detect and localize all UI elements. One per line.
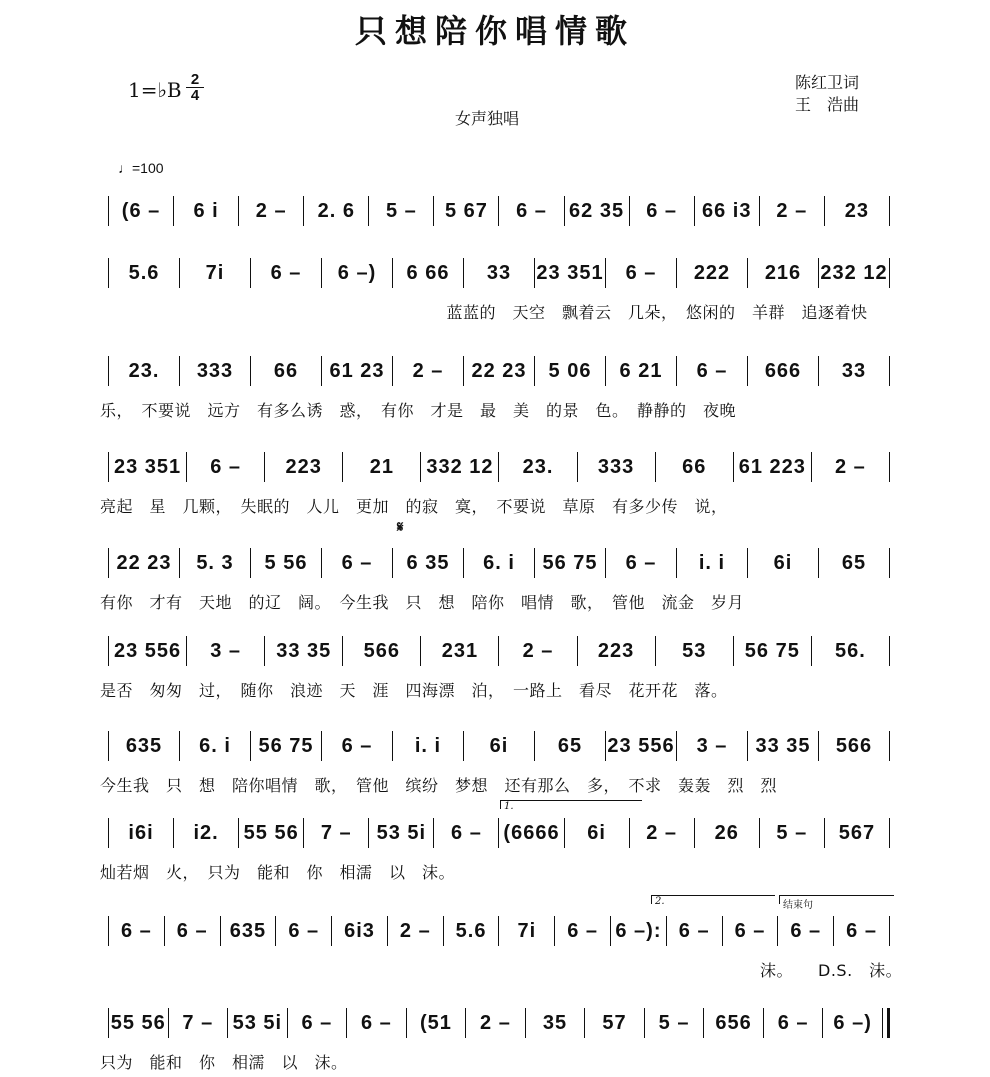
measure: 23. <box>128 359 160 382</box>
measure: 2 – <box>776 199 808 222</box>
notation-line <box>108 1010 890 1036</box>
measure: 223 <box>285 455 322 478</box>
measure: 6 – <box>270 261 302 284</box>
measure: 566 <box>835 734 873 757</box>
measure: 22 23 <box>471 359 527 382</box>
notation-line <box>108 260 890 286</box>
measure: 61 23 <box>329 359 385 382</box>
barline <box>889 258 890 288</box>
measure: 232 12 <box>820 261 888 284</box>
measure: 566 <box>363 639 401 662</box>
measure: 635 <box>229 919 267 942</box>
measure: 57 <box>602 1011 627 1034</box>
measure: (51 <box>419 1011 452 1034</box>
measure: 656 <box>715 1011 752 1034</box>
performer-label: 女声独唱 <box>455 109 520 128</box>
measure: 23 351 <box>113 455 182 478</box>
lyrics-line: 是否 匆匆 过， 随你 浪迹 天 涯 四海漂 泊， 一路上 看尽 花开花 落。 <box>100 681 728 700</box>
notation-line <box>108 820 890 846</box>
measure: 33 35 <box>755 734 811 757</box>
lyrics-line: 灿若烟 火， 只为 能和 你 相濡 以 沫。 <box>100 863 456 882</box>
measure: 5 – <box>776 821 808 844</box>
measure: 56. <box>834 639 866 662</box>
measure: 56 75 <box>258 734 314 757</box>
measure: 2 – <box>522 639 554 662</box>
time-signature <box>186 72 204 103</box>
composer: 王 浩曲 <box>795 95 860 114</box>
measure: 21 <box>369 455 394 478</box>
barline <box>889 731 890 761</box>
measure: 35 <box>542 1011 568 1034</box>
lyrics-line: 亮起 星 几颗， 失眠的 人儿 更加 的寂 寞， 不要说 草原 有多少传 说， <box>100 497 728 516</box>
measure: 6 – <box>790 919 822 942</box>
barline <box>889 356 890 386</box>
measure: 23 351 <box>536 261 604 284</box>
measure: 6 21 <box>619 359 663 382</box>
measure: 6 – <box>341 734 373 757</box>
score-row <box>0 638 990 700</box>
measure: 635 <box>125 734 163 757</box>
measure: 6i <box>489 734 509 757</box>
measure: 6 – <box>625 261 657 284</box>
measure: 66 i3 <box>702 199 752 222</box>
key-signature: 1=♭B <box>128 78 182 102</box>
measure: 6 – <box>288 919 320 942</box>
credits <box>795 72 859 116</box>
measure: 6i <box>587 821 606 844</box>
measure: 6 – <box>646 199 678 222</box>
song-title: 只想陪你唱情歌 <box>354 12 635 50</box>
notation-line <box>108 198 890 224</box>
measure: 333 <box>196 359 234 382</box>
measure: 2 – <box>480 1011 511 1034</box>
lyrics-line: 乐， 不要说 远方 有多么诱 惑， 有你 才是 最 美 的景 色。 静静的 夜晚 <box>100 401 737 420</box>
barline <box>889 818 890 848</box>
measure: 6. i <box>199 734 231 757</box>
barline <box>889 196 890 226</box>
measure: 6 35 <box>406 551 450 574</box>
measure: 5 67 <box>444 199 488 222</box>
measure: 6 i <box>193 199 219 222</box>
coda-ending-label: 结束句 <box>783 900 813 911</box>
score-row <box>0 454 990 516</box>
measure: 61 223 <box>738 455 806 478</box>
tempo-marking: ♩=100 <box>118 160 164 176</box>
measure: 7i <box>205 261 225 284</box>
time-signature-bottom: 4 <box>190 87 200 104</box>
measure: 6i <box>773 551 793 574</box>
measure: 66 <box>682 455 707 478</box>
measure: 6. i <box>483 551 515 574</box>
measure: 223 <box>597 639 635 662</box>
notation-line <box>108 550 890 576</box>
lyrics-line: 蓝蓝的 天空 飘着云 几朵， 悠闲的 羊群 追逐着快 <box>100 303 868 322</box>
time-signature-top: 2 <box>186 72 204 88</box>
measure: 53 5i <box>376 821 427 844</box>
measure: 6 – <box>301 1011 333 1034</box>
measure: 62 35 <box>569 199 625 222</box>
measure: 6 –): <box>615 919 662 942</box>
measure: 6i3 <box>344 919 375 942</box>
measure: i. i <box>698 551 726 574</box>
measure: 6 – <box>625 551 657 574</box>
score-row <box>0 820 990 882</box>
measure: 56 75 <box>542 551 598 574</box>
barline <box>882 1008 890 1038</box>
lyrics-line: 只为 能和 你 相濡 以 沫。 <box>100 1053 348 1072</box>
measure: 33 <box>841 359 867 382</box>
measure: 6 – <box>341 551 373 574</box>
measure: (6 – <box>121 199 161 222</box>
score-row <box>0 918 990 980</box>
measure: 6 – <box>360 1011 392 1034</box>
score-row <box>0 260 990 322</box>
barline <box>889 636 890 666</box>
measure: 5 56 <box>264 551 308 574</box>
measure: 53 <box>682 639 707 662</box>
measure: 65 <box>557 734 583 757</box>
measure: i2. <box>193 821 219 844</box>
measure: 6 –) <box>833 1011 872 1034</box>
lyrics-line: 今生我 只 想 陪你唱情 歌， 管他 缤纷 梦想 还有那么 多， 不求 轰轰 烈 烈 <box>100 776 778 795</box>
measure: 216 <box>764 261 802 284</box>
measure: 6 – <box>451 821 482 844</box>
measure: 5.6 <box>128 261 160 284</box>
measure: 33 35 <box>276 639 332 662</box>
measure: 7 – <box>182 1011 214 1034</box>
measure: 6 – <box>567 919 599 942</box>
measure: 7 – <box>320 821 352 844</box>
measure: 2 – <box>412 359 444 382</box>
score-row <box>0 198 990 260</box>
measure: 6 – <box>120 919 152 942</box>
second-ending-label: 2. <box>655 896 665 907</box>
measure: 55 56 <box>110 1011 166 1034</box>
measure: 3 – <box>696 734 728 757</box>
measure: 231 <box>441 639 479 662</box>
measure: 332 12 <box>426 455 494 478</box>
measure: 33 <box>486 261 512 284</box>
measure: 56 75 <box>744 639 800 662</box>
notation-line <box>108 918 890 944</box>
measure: 66 <box>273 359 299 382</box>
measure: 5 – <box>385 199 417 222</box>
measure: 6 – <box>696 359 728 382</box>
segno-sign: 𝄋 <box>397 518 404 536</box>
score-row <box>0 358 990 420</box>
measure: 5.6 <box>455 919 487 942</box>
score-row <box>0 550 990 612</box>
barline <box>889 548 890 578</box>
measure: 53 5i <box>232 1011 283 1034</box>
measure: i6i <box>128 821 154 844</box>
lyrics-line: 有你 才有 天地 的辽 阔。 今生我 只 想 陪你 唱情 歌， 管他 流金 岁月 <box>100 593 745 612</box>
measure: 6 – <box>176 919 208 942</box>
notation-line <box>108 358 890 384</box>
measure: i. i <box>414 734 442 757</box>
measure: 6 – <box>678 919 710 942</box>
measure: 23 <box>844 199 870 222</box>
measure: (6666 <box>503 821 560 844</box>
measure: 333 <box>597 455 635 478</box>
second-ending-bracket <box>651 895 775 907</box>
measure: 26 <box>714 821 739 844</box>
measure: 55 56 <box>243 821 299 844</box>
notation-line <box>108 638 890 664</box>
measure: 23 556 <box>607 734 675 757</box>
first-ending-bracket <box>500 800 642 812</box>
measure: 2 – <box>255 199 287 222</box>
measure: 2 – <box>399 919 431 942</box>
measure: 65 <box>841 551 867 574</box>
measure: 23 556 <box>113 639 182 662</box>
measure: 2. 6 <box>317 199 355 222</box>
score-row <box>0 733 990 795</box>
measure: 6 – <box>734 919 766 942</box>
notation-line <box>108 454 890 480</box>
measure: 5 06 <box>548 359 592 382</box>
measure: 22 23 <box>116 551 172 574</box>
measure: 6 66 <box>406 261 450 284</box>
coda-ending-bracket <box>779 895 894 911</box>
measure: 6 –) <box>337 261 377 284</box>
measure: 6 – <box>210 455 242 478</box>
first-ending-label: 1. <box>504 801 514 812</box>
measure: 6 – <box>777 1011 809 1034</box>
measure: 2 – <box>646 821 678 844</box>
notation-line <box>108 733 890 759</box>
measure: 3 – <box>210 639 242 662</box>
lyrics-line: 沫。 D.S. 沫。 <box>100 961 903 980</box>
measure: 5 – <box>658 1011 690 1034</box>
measure: 23. <box>522 455 554 478</box>
lyricist: 陈红卫词 <box>795 73 860 92</box>
barline <box>889 916 890 946</box>
measure: 2 – <box>834 455 866 478</box>
measure: 7i <box>517 919 537 942</box>
measure: 222 <box>693 261 731 284</box>
measure: 5. 3 <box>196 551 234 574</box>
measure: 567 <box>838 821 876 844</box>
measure: 6 – <box>516 199 547 222</box>
measure: 6 – <box>846 919 877 942</box>
barline <box>889 452 890 482</box>
measure: 666 <box>764 359 802 382</box>
score-row <box>0 1010 990 1072</box>
